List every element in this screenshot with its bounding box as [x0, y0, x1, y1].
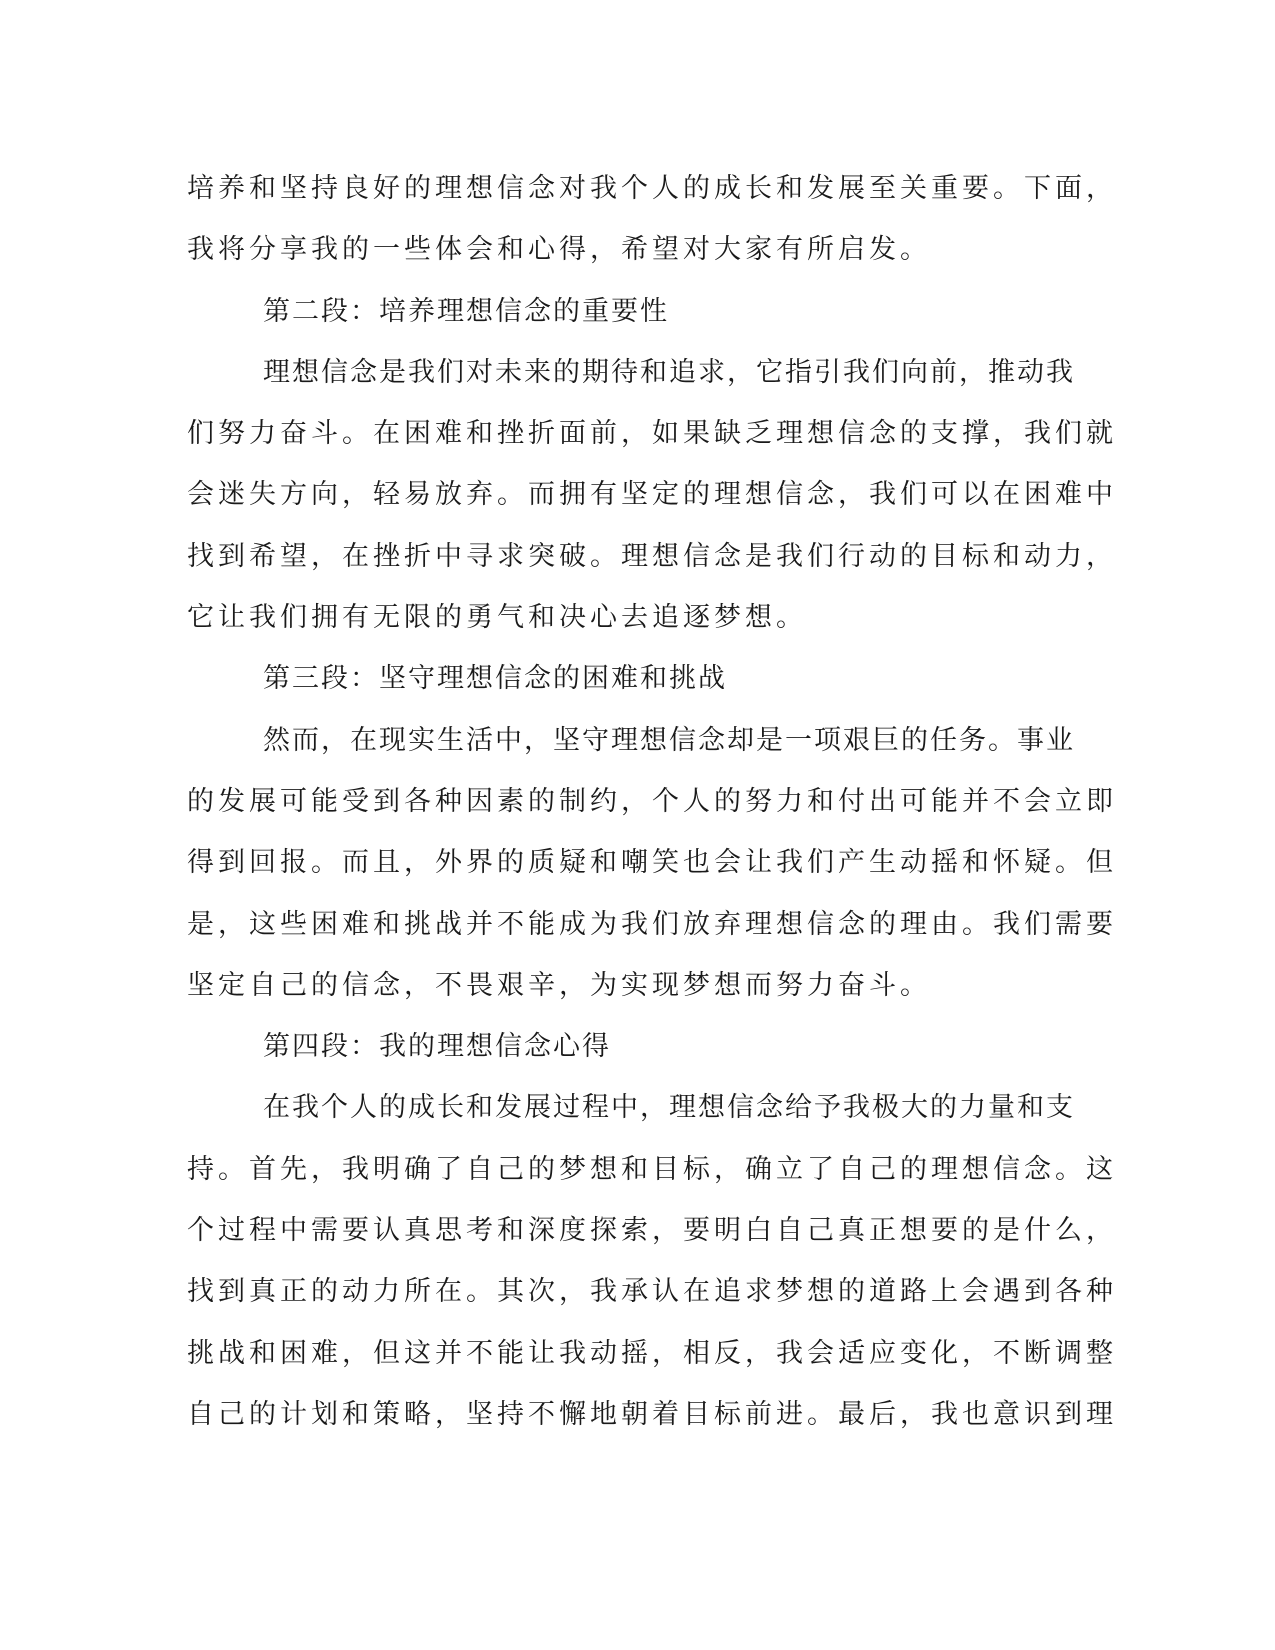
- text-line: 在我个人的成长和发展过程中，理想信念给予我极大的力量和支: [263, 1092, 1075, 1124]
- text-line: 找到真正的动力所在。其次，我承认在追求梦想的道路上会遇到各种: [187, 1276, 1117, 1308]
- text-line: 的发展可能受到各种因素的制约，个人的努力和付出可能并不会立即: [187, 785, 1117, 817]
- section-heading: 第四段：我的理想信念心得: [263, 1031, 611, 1063]
- text-line: 坚定自己的信念，不畏艰辛，为实现梦想而努力奋斗。: [187, 969, 931, 1001]
- text-line: 们努力奋斗。在困难和挫折面前，如果缺乏理想信念的支撑，我们就: [187, 418, 1117, 450]
- text-line: 持。首先，我明确了自己的梦想和目标，确立了自己的理想信念。这: [187, 1153, 1117, 1185]
- section-heading: 第二段：培养理想信念的重要性: [263, 295, 669, 327]
- text-line: 自己的计划和策略，坚持不懈地朝着目标前进。最后，我也意识到理: [187, 1398, 1117, 1430]
- text-line: 然而，在现实生活中，坚守理想信念却是一项艰巨的任务。事业: [263, 724, 1075, 756]
- text-line: 会迷失方向，轻易放弃。而拥有坚定的理想信念，我们可以在困难中: [187, 479, 1117, 511]
- text-line: 培养和坚持良好的理想信念对我个人的成长和发展至关重要。下面，: [187, 173, 1117, 204]
- text-line: 是，这些困难和挑战并不能成为我们放弃理想信念的理由。我们需要: [187, 908, 1117, 940]
- text-line: 我将分享我的一些体会和心得，希望对大家有所启发。: [187, 234, 931, 266]
- text-line: 个过程中需要认真思考和深度探索，要明白自己真正想要的是什么，: [187, 1215, 1117, 1247]
- document-body: [187, 158, 1117, 1445]
- text-line: 找到希望，在挫折中寻求突破。理想信念是我们行动的目标和动力，: [187, 540, 1117, 572]
- text-line: 它让我们拥有无限的勇气和决心去追逐梦想。: [187, 602, 807, 634]
- section-heading: 第三段：坚守理想信念的困难和挑战: [263, 663, 727, 695]
- text-line: 得到回报。而且，外界的质疑和嘲笑也会让我们产生动摇和怀疑。但: [187, 847, 1117, 879]
- text-line: 挑战和困难，但这并不能让我动摇，相反，我会适应变化，不断调整: [187, 1337, 1117, 1369]
- text-line: 理想信念是我们对未来的期待和追求，它指引我们向前，推动我: [263, 356, 1075, 388]
